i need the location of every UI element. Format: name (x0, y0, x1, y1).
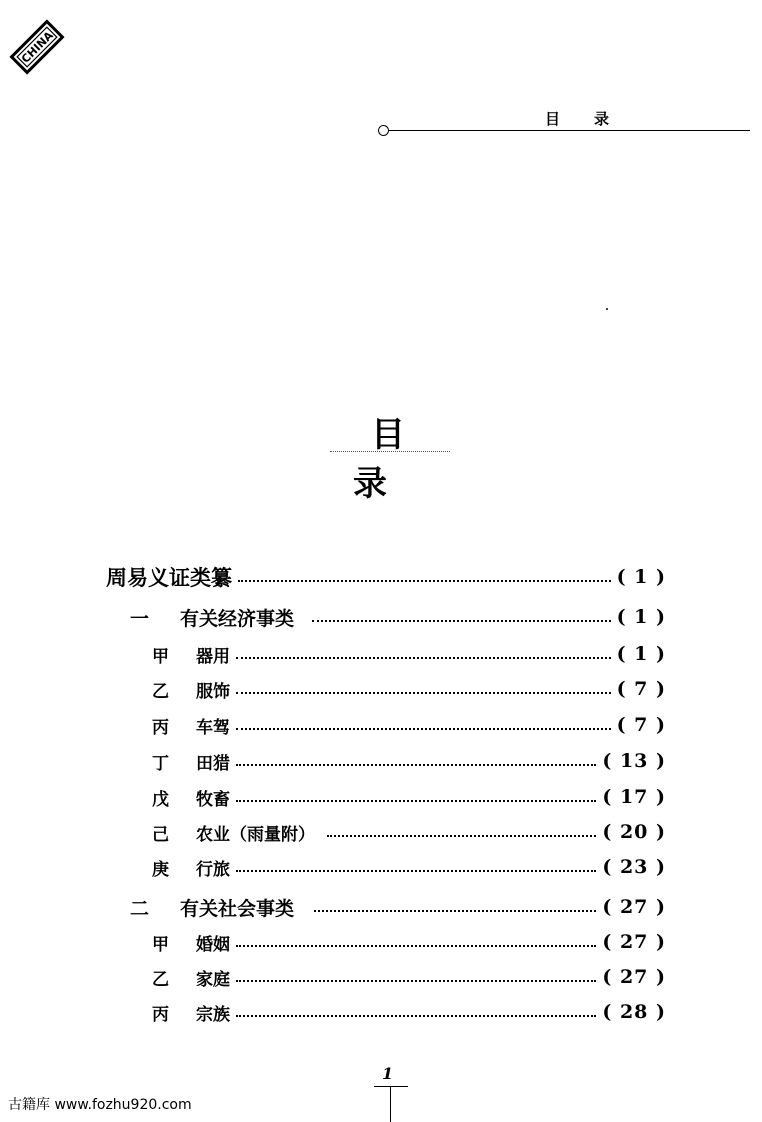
page-number-rule-horizontal (374, 1086, 408, 1087)
running-header (378, 108, 750, 138)
dot-leader (238, 580, 611, 582)
toc-entry[interactable] (106, 563, 666, 591)
dot-leader (236, 800, 596, 802)
toc-entry-label: 周易义证类纂 (106, 565, 232, 590)
toc-entry[interactable] (152, 675, 666, 703)
dot-leader (236, 692, 611, 694)
toc-entry-text: 服饰 (196, 681, 230, 702)
dot-leader (236, 945, 596, 947)
dot-leader (312, 620, 611, 622)
dot-leader (236, 980, 596, 982)
toc-entry-text: 田猎 (196, 753, 230, 774)
dot-leader (327, 835, 596, 837)
toc-entry-mark: 丁 (152, 753, 169, 774)
stamp-text: CHINA (18, 28, 56, 66)
toc-entry-label (152, 713, 230, 738)
toc-entry-label (152, 1000, 230, 1025)
title-dotted-underline (330, 451, 450, 452)
page-number: 1 (382, 1064, 394, 1083)
toc-entry-text: 有关经济事类 (180, 607, 295, 630)
toc-entry-mark: 乙 (152, 969, 169, 990)
dot-leader (236, 657, 611, 659)
toc-entry-text: 婚姻 (196, 934, 230, 955)
toc-entry-text: 家庭 (196, 969, 230, 990)
toc-entry-page: ( 1 ) (616, 606, 666, 628)
toc-entry-text: 器用 (196, 646, 230, 667)
toc-entry[interactable] (152, 928, 666, 956)
toc-entry-page: ( 20 ) (602, 821, 666, 843)
page-title-block (318, 407, 458, 504)
scan-speck (606, 308, 608, 310)
header-rule-dot (378, 125, 389, 136)
toc-entry[interactable] (130, 603, 666, 631)
toc-entry-label (152, 820, 315, 845)
header-rule (386, 130, 750, 131)
toc-entry-mark: 己 (152, 824, 169, 845)
toc-entry-page: ( 1 ) (616, 643, 666, 665)
toc-entry-page: ( 27 ) (602, 966, 666, 988)
dot-leader (236, 1015, 596, 1017)
toc-entry-mark: 丙 (152, 1004, 169, 1025)
page-number-rule-vertical (390, 1086, 391, 1122)
footer-watermark: 古籍库 www.fozhu920.com (8, 1097, 192, 1113)
toc-entry-label (130, 894, 294, 921)
toc-entry[interactable] (152, 818, 666, 846)
toc-entry-page: ( 13 ) (602, 750, 666, 772)
china-stamp-logo (6, 16, 68, 78)
toc-entry-page: ( 7 ) (616, 678, 666, 700)
toc-entry-label (152, 642, 230, 667)
toc-entry-label (152, 855, 230, 880)
toc-entry-text: 农业（雨量附） (196, 824, 315, 845)
toc-entry-text: 牧畜 (196, 789, 230, 810)
toc-entry-page: ( 17 ) (602, 786, 666, 808)
toc-entry-page: ( 27 ) (602, 931, 666, 953)
toc-entry-page: ( 7 ) (616, 714, 666, 736)
toc-entry-label (152, 677, 230, 702)
toc-entry-mark: 丙 (152, 717, 169, 738)
dot-leader (236, 728, 611, 730)
toc-entry[interactable] (152, 963, 666, 991)
running-header-title: 目录 (544, 110, 643, 128)
toc-entry-mark: 甲 (152, 646, 169, 667)
toc-entry-mark: 戊 (152, 789, 169, 810)
toc-entry-mark: 乙 (152, 681, 169, 702)
toc-entry-mark: 一 (130, 607, 150, 630)
toc-entry-page: ( 28 ) (602, 1001, 666, 1023)
toc-entry[interactable] (130, 893, 666, 921)
toc-entry-text: 行旅 (196, 859, 230, 880)
toc-entry-page: ( 27 ) (602, 896, 666, 918)
dot-leader (236, 870, 596, 872)
toc-entry-text: 有关社会事类 (180, 897, 295, 920)
toc-entry-label (152, 785, 230, 810)
toc-entry[interactable] (152, 640, 666, 668)
toc-entry-label (152, 749, 230, 774)
toc-entry-text: 宗族 (196, 1004, 230, 1025)
toc-entry[interactable] (152, 711, 666, 739)
toc-entry[interactable] (152, 998, 666, 1026)
toc-entry[interactable] (152, 783, 666, 811)
toc-entry-page: ( 23 ) (602, 856, 666, 878)
page-title: 目录 (353, 415, 441, 504)
dot-leader (236, 764, 596, 766)
toc-entry[interactable] (152, 853, 666, 881)
toc-entry-label (152, 965, 230, 990)
toc-entry-label (130, 604, 294, 631)
toc-entry-label (152, 930, 230, 955)
toc-entry-text: 车驾 (196, 717, 230, 738)
toc-entry-mark: 庚 (152, 859, 169, 880)
dot-leader (314, 910, 596, 912)
toc-entry[interactable] (152, 747, 666, 775)
toc-entry-mark: 甲 (152, 934, 169, 955)
toc-entry-mark: 二 (130, 897, 150, 920)
page-number-marker (374, 1064, 414, 1122)
toc-entry-page: ( 1 ) (616, 566, 666, 588)
